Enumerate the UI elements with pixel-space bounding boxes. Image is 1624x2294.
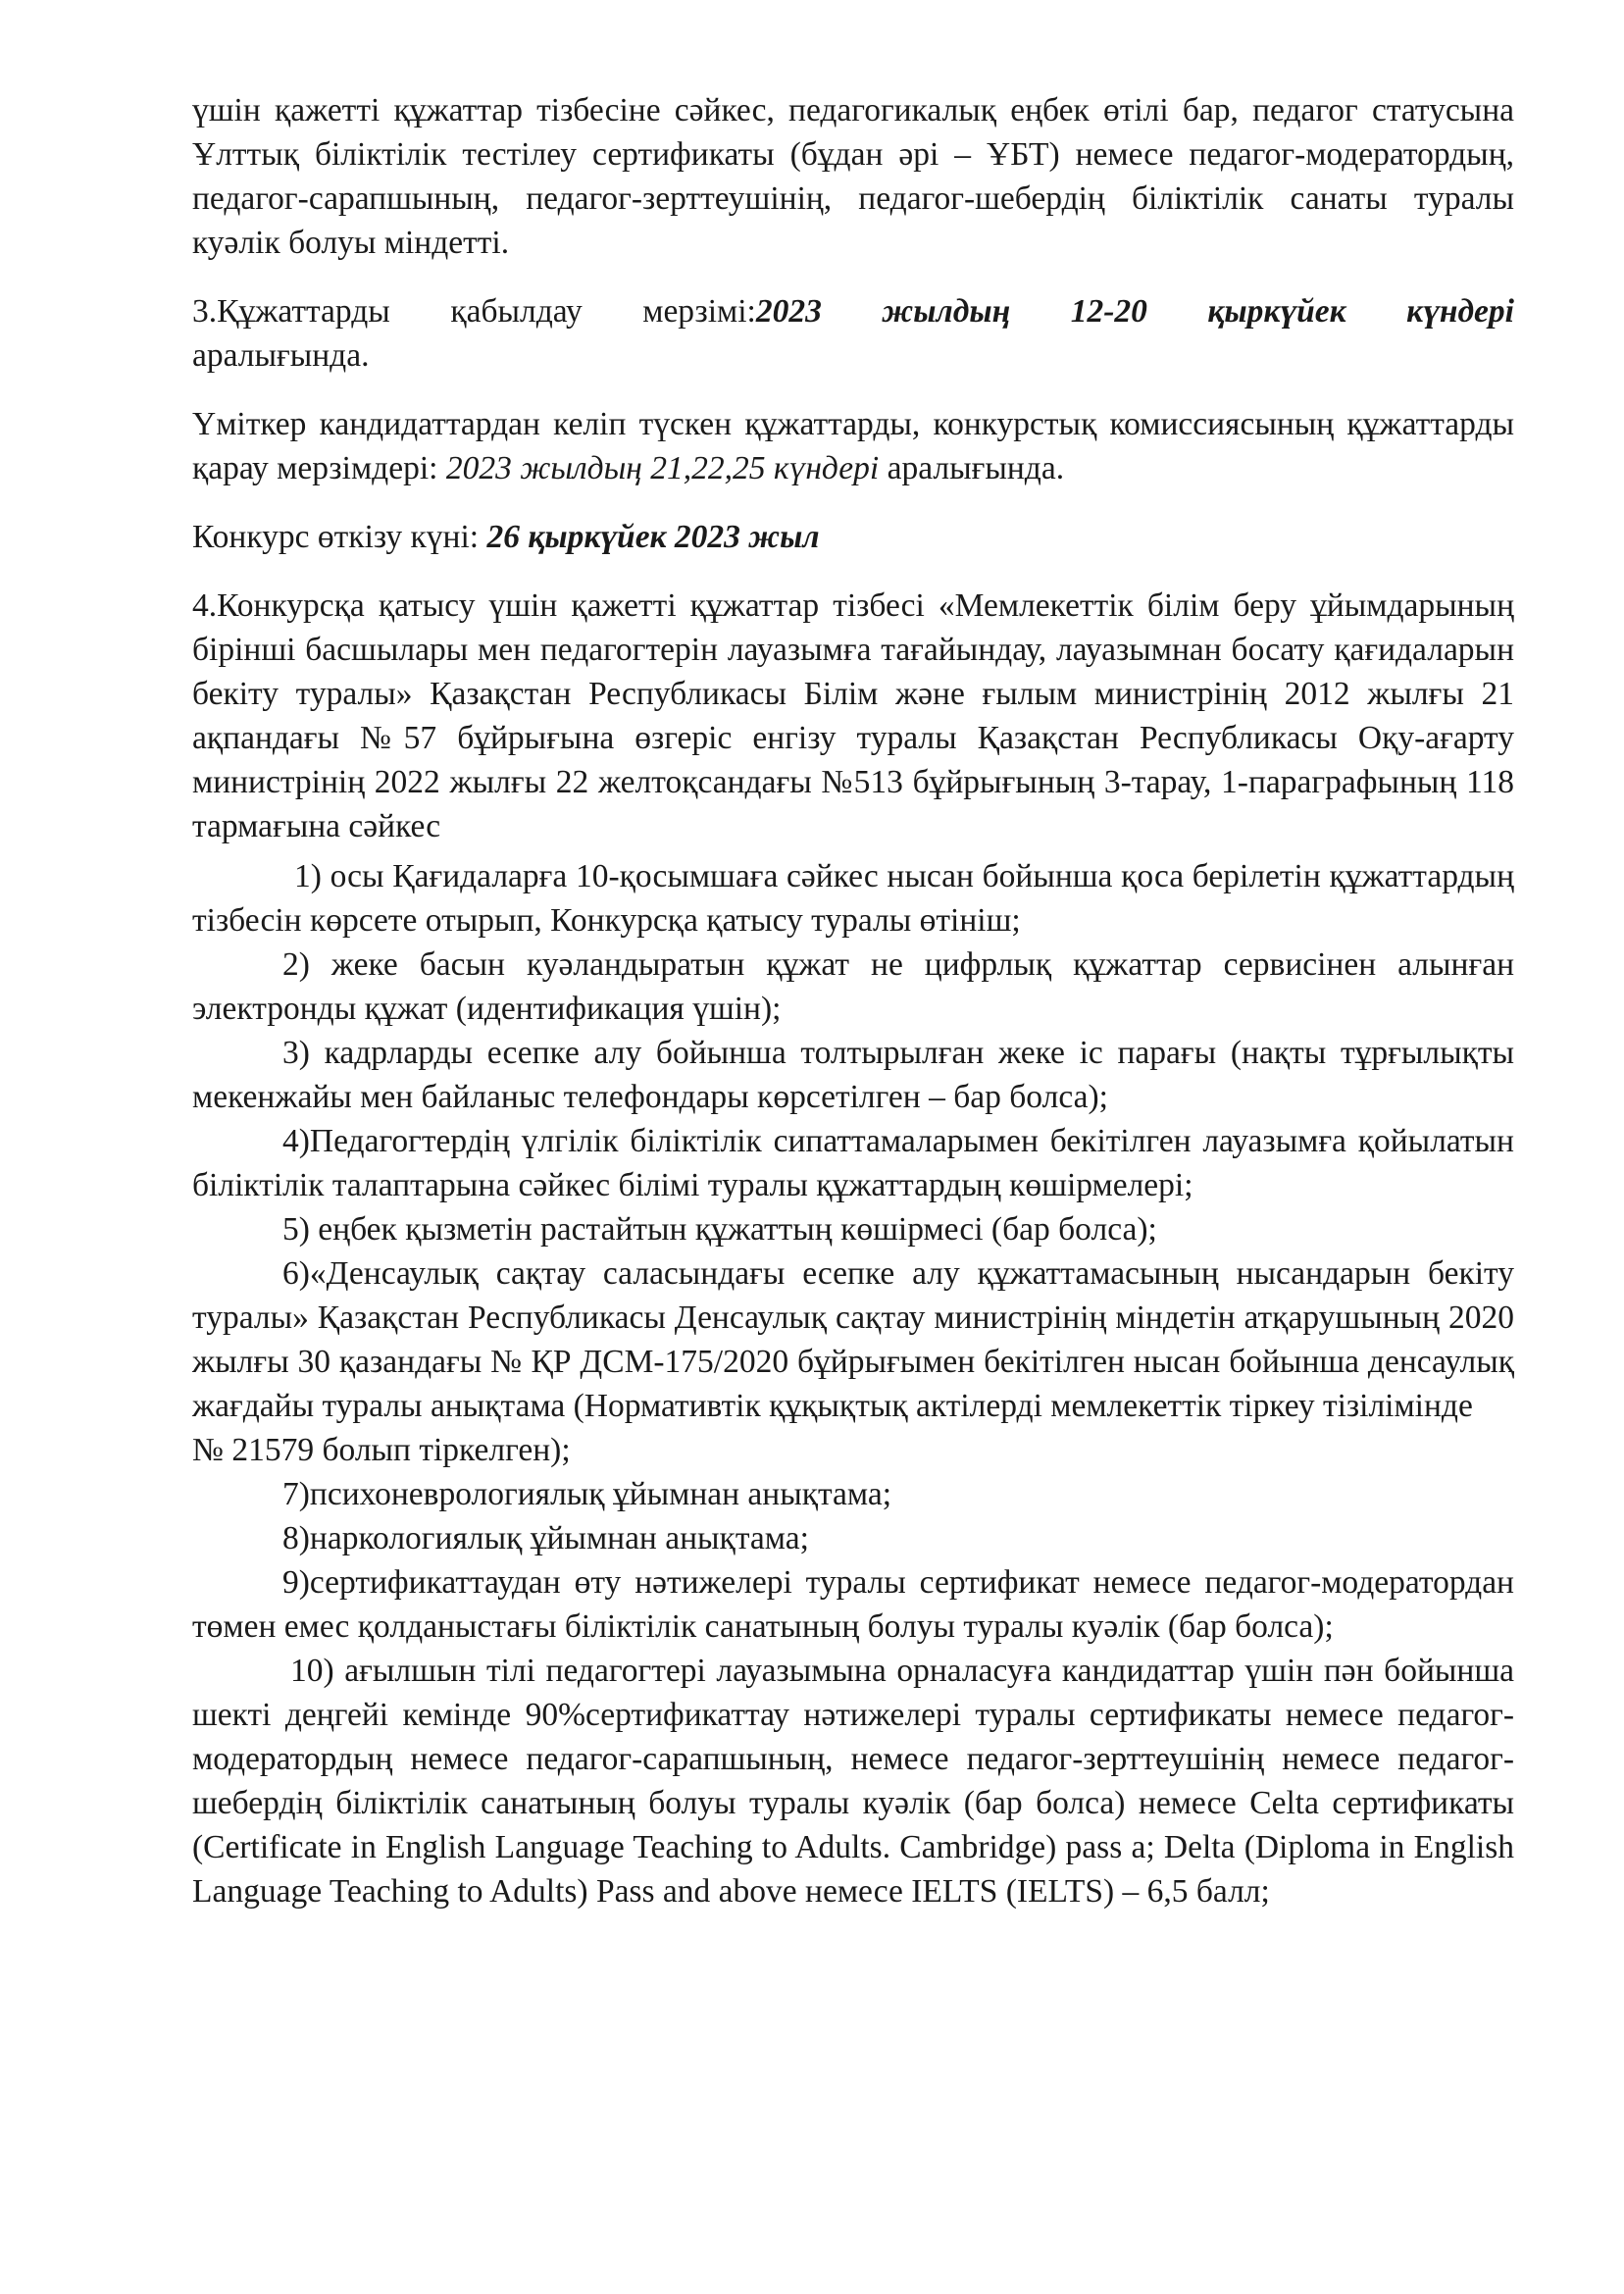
contest-prefix: Конкурс өткізу күні: bbox=[192, 519, 487, 555]
list-item-2: 2) жеке басын куәландыратын құжат не цифрлық құжаттар сервисінен алынған электронды құжат (идентификация үшін); bbox=[192, 946, 1514, 1027]
section-3-dates: 2023 жылдың 12-20 қыркүйек күндері bbox=[755, 293, 1514, 330]
section-3-paragraph bbox=[192, 289, 1514, 333]
list-item-8: 8)наркологиялық ұйымнан анықтама; bbox=[282, 1520, 809, 1556]
review-suffix: аралығында. bbox=[879, 450, 1065, 486]
document-page bbox=[192, 88, 1514, 1913]
list-item-9: 9)сертификаттаудан өту нәтижелері туралы сертификат немесе педагог-модератордан төмен емес қолданыстағы біліктілік санатының болуы туралы куәлік (бар болса); bbox=[192, 1564, 1514, 1645]
contest-date: 26 қыркүйек 2023 жыл bbox=[486, 519, 820, 555]
review-paragraph bbox=[192, 402, 1514, 490]
list-item-4: 4)Педагогтердің үлгілік біліктілік сипаттамаларымен бекітілген лауазымға қойылатын біліктілік талаптарына сәйкес білімі туралы құжаттардың көшірмелері; bbox=[192, 1123, 1514, 1203]
list-item-5: 5) еңбек қызметін растайтын құжаттың көшірмесі (бар болса); bbox=[282, 1211, 1157, 1248]
list-item-10: 10) ағылшын тілі педагогтері лауазымына орналасуға кандидаттар үшін пән бойынша шекті деңгейі кемінде 90%сертификаттау нәтижелері туралы сертификаты немесе педагог-модератордың немесе педагог-сарапшының, немесе педагог-зерттеушінің немесе педагог-шебердің біліктілік санатының болуы туралы куәлік (бар болса) немесе Celta сертификаты (Certificate in English Language Teaching to Adults. Cambridge) pass a; Delta (Diploma in English Language Teaching to Adults) Pass and above немесе IELTS (IELTS) – 6,5 балл; bbox=[192, 1653, 1514, 1910]
section-3-suffix: аралығында. bbox=[192, 337, 370, 374]
list-item-3: 3) кадрларды есепке алу бойынша толтырылған жеке іс парағы (нақты тұрғылықты мекенжайы мен байланыс телефондары көрсетілген – бар болса); bbox=[192, 1035, 1514, 1115]
list-item-7: 7)психоневрологиялық ұйымнан анықтама; bbox=[282, 1476, 892, 1512]
section-3-prefix: 3.Құжаттарды қабылдау мерзімі: bbox=[192, 293, 756, 330]
review-prefix: Үміткер кандидаттардан келіп түскен құжаттарды, конкурстық комиссиясының құжаттарды қарау мерзімдері: bbox=[192, 406, 1514, 486]
contest-date-paragraph bbox=[192, 515, 1514, 559]
list-item-6-end: № 21579 болып тіркелген); bbox=[192, 1432, 571, 1468]
intro-paragraph: үшін қажетті құжаттар тізбесіне сәйкес, педагогикалық еңбек өтілі бар, педагог статусына Ұлттық біліктілік тестілеу сертификаты (бұдан әрі – ҰБТ) немесе педагог-модератордың, педагог-сарапшының, педагог-зерттеушінің, педагог-шебердің біліктілік санаты туралы куәлік болуы міндетті. bbox=[192, 92, 1514, 261]
list-item-1: 1) осы Қағидаларға 10-қосымшаға сәйкес нысан бойынша қоса берілетін құжаттардың тізбесін көрсете отырып, Конкурсқа қатысу туралы өтініш; bbox=[192, 858, 1514, 939]
section-4-paragraph: 4.Конкурсқа қатысу үшін қажетті құжаттар тізбесі «Мемлекеттік білім беру ұйымдарының бірінші басшылары мен педагогтерін лауазымға тағайындау, лауазымнан босату қағидаларын бекіту туралы» Қазақстан Республикасы Білім және ғылым министрінің 2012 жылғы 21 ақпандағы №57 бұйрығына өзгеріс енгізу туралы Қазақстан Республикасы Оқу-ағарту министрінің 2022 жылғы 22 желтоқсандағы №513 бұйрығының 3-тарау, 1-параграфының 118 тармағына сәйкес bbox=[192, 587, 1514, 844]
list-item-6: 6)«Денсаулық сақтау саласындағы есепке алу құжаттамасының нысандарын бекіту туралы» Қазақстан Республикасы Денсаулық сақтау министрінің міндетін атқарушының 2020 жылғы 30 қазандағы № ҚР ДСМ-175/2020 бұйрығымен бекітілген нысан бойынша денсаулық жағдайы туралы анықтама (Нормативтік құқықтық актілерді мемлекеттік тіркеу тізілімінде bbox=[192, 1255, 1514, 1424]
review-dates: 2023 жылдың 21,22,25 күндері bbox=[445, 450, 880, 486]
